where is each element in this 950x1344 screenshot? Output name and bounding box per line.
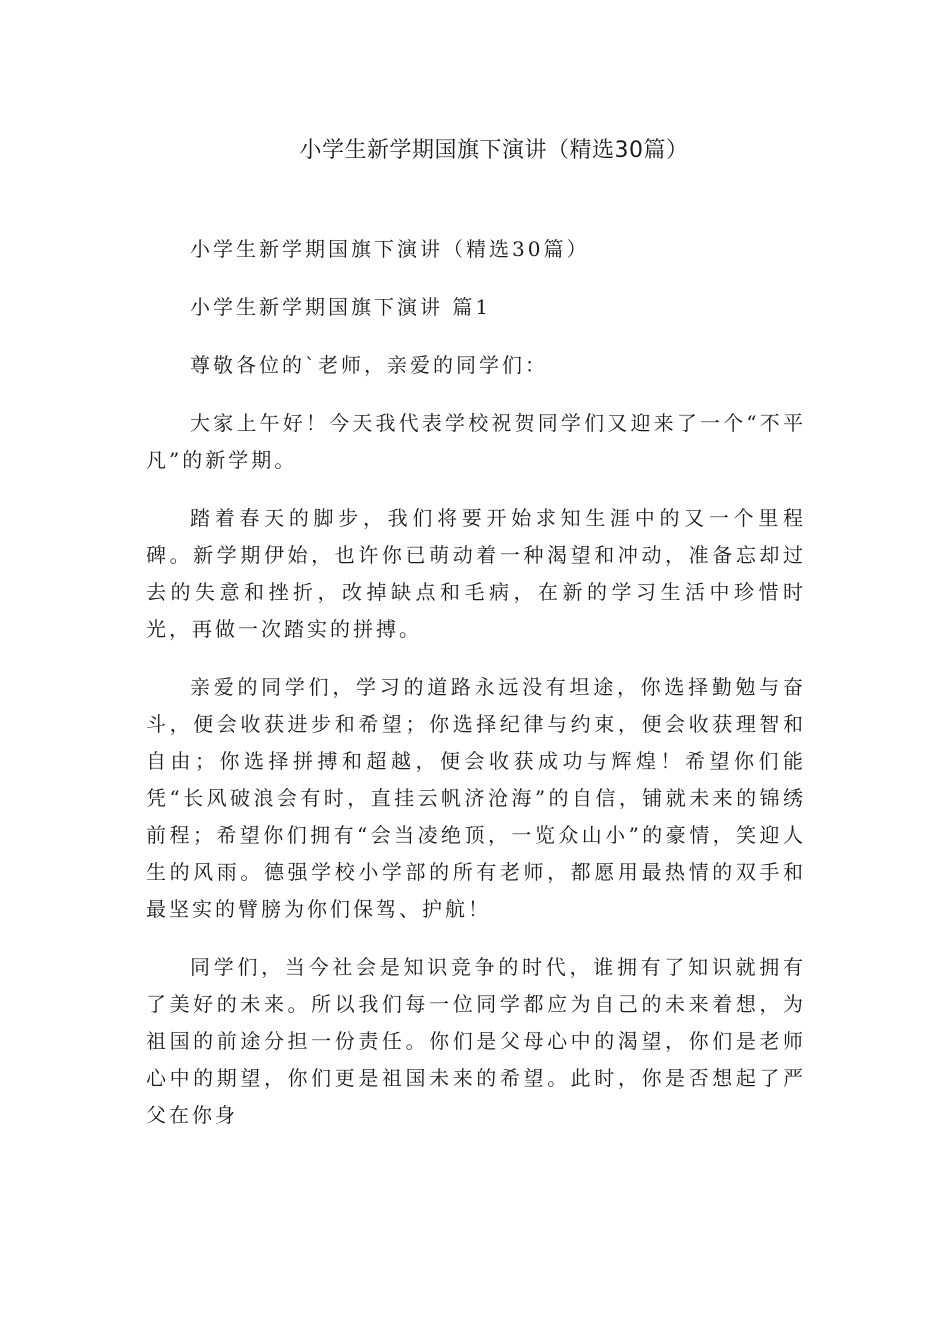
paragraph-body: 同学们，当今社会是知识竞争的时代，谁拥有了知识就拥有了美好的未来。所以我们每一位同学都应为自己的未来着想，为祖国的前途分担一份责任。你们是父母心中的渴望，你们是老师心中的期望，你们更是祖国未来的希望。此时，你是否想起了严父在你身 — [146, 955, 806, 1127]
paragraph-greeting: 大家上午好！今天我代表学校祝贺同学们又迎来了一个“不平凡”的新学期。 — [146, 411, 806, 472]
paragraph-body: 亲爱的同学们，学习的道路永远没有坦途，你选择勤勉与奋斗，便会收获进步和希望；你选择纪律与约束，便会收获理智和自由；你选择拼搏和超越，便会收获成功与辉煌！希望你们能凭“长风破浪会有时，直挂云帆济沧海”的自信，铺就未来的锦绣前程；希望你们拥有“会当凌绝顶，一览众山小”的豪情，笑迎人生的风雨。德强学校小学部的所有老师，都愿用最热情的双手和最坚实的臂膀为你们保驾、护航！ — [146, 675, 806, 921]
document-body — [146, 231, 806, 1155]
paragraph-subtitle: 小学生新学期国旗下演讲（精选30篇） — [190, 237, 590, 261]
paragraph-salutation: 尊敬各位的`老师，亲爱的同学们： — [190, 353, 548, 377]
paragraph-section-heading: 小学生新学期国旗下演讲 篇1 — [190, 295, 492, 319]
document-title: 小学生新学期国旗下演讲（精选30篇） — [299, 138, 689, 163]
paragraph-body: 踏着春天的脚步，我们将要开始求知生涯中的又一个里程碑。新学期伊始，也许你已萌动着一种渴望和冲动，准备忘却过去的失意和挫折，改掉缺点和毛病，在新的学习生活中珍惜时光，再做一次踏实的拼搏。 — [146, 506, 806, 641]
